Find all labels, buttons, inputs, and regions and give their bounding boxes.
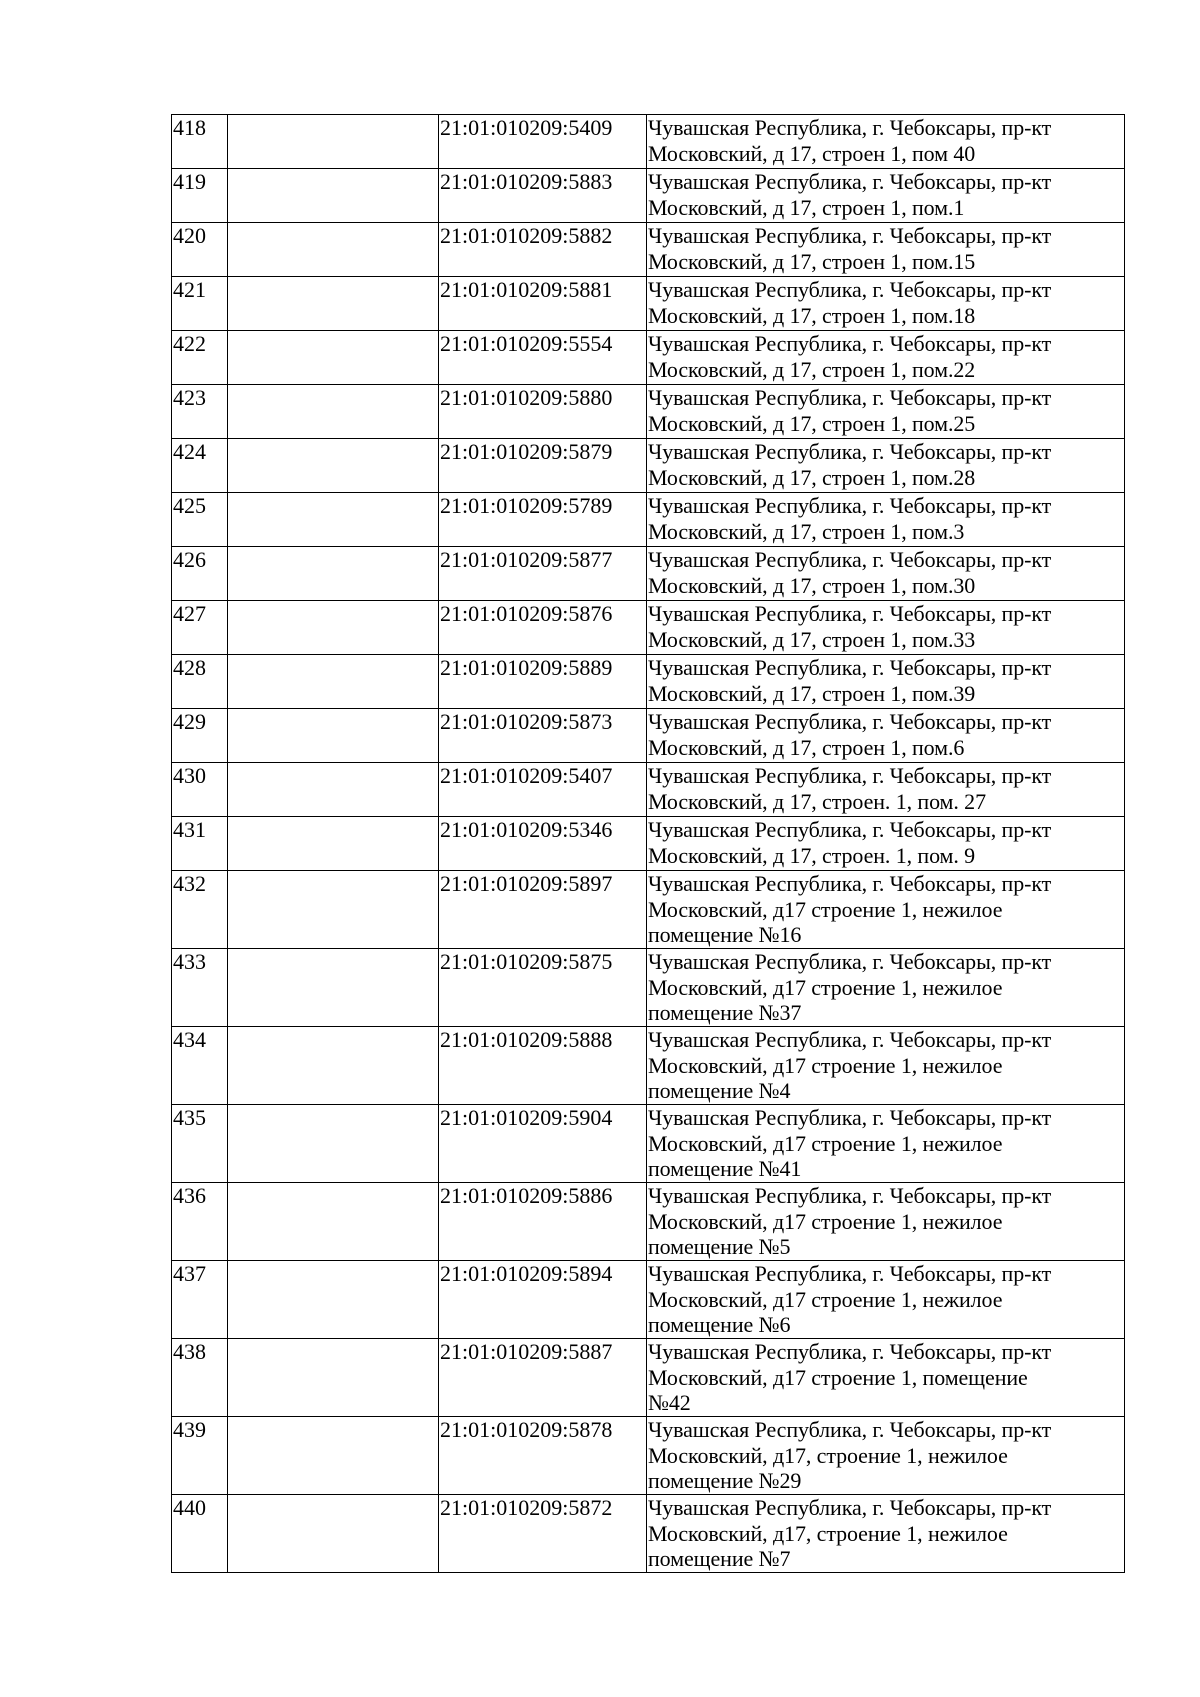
row-number-cell: 426 bbox=[172, 547, 228, 601]
cadastral-number-cell: 21:01:010209:5882 bbox=[439, 223, 647, 277]
table-row bbox=[172, 439, 1125, 493]
address-cell: Чувашская Республика, г. Чебоксары, пр-кт Московский, д 17, строен 1, пом.39 bbox=[647, 655, 1125, 709]
table-row bbox=[172, 949, 1125, 1027]
address-cell: Чувашская Республика, г. Чебоксары, пр-кт Московский, д 17, строен 1, пом.33 bbox=[647, 601, 1125, 655]
cadastral-number-cell: 21:01:010209:5876 bbox=[439, 601, 647, 655]
address-cell: Чувашская Республика, г. Чебоксары, пр-кт Московский, д 17, строен 1, пом.1 bbox=[647, 169, 1125, 223]
address-cell: Чувашская Республика, г. Чебоксары, пр-кт Московский, д 17, строен. 1, пом. 9 bbox=[647, 817, 1125, 871]
address-cell: Чувашская Республика, г. Чебоксары, пр-кт Московский, д 17, строен 1, пом.25 bbox=[647, 385, 1125, 439]
cadastral-number-cell: 21:01:010209:5889 bbox=[439, 655, 647, 709]
row-number-cell: 438 bbox=[172, 1339, 228, 1417]
empty-cell bbox=[228, 871, 439, 949]
empty-cell bbox=[228, 223, 439, 277]
empty-cell bbox=[228, 1261, 439, 1339]
table-row bbox=[172, 817, 1125, 871]
row-number-cell: 419 bbox=[172, 169, 228, 223]
row-number-cell: 436 bbox=[172, 1183, 228, 1261]
row-number-cell: 425 bbox=[172, 493, 228, 547]
row-number-cell: 423 bbox=[172, 385, 228, 439]
cadastral-number-cell: 21:01:010209:5407 bbox=[439, 763, 647, 817]
cadastral-number-cell: 21:01:010209:5873 bbox=[439, 709, 647, 763]
table-row bbox=[172, 115, 1125, 169]
table-row bbox=[172, 763, 1125, 817]
address-cell: Чувашская Республика, г. Чебоксары, пр-кт Московский, д17 строение 1, нежилое помещение №37 bbox=[647, 949, 1125, 1027]
cadastral-number-cell: 21:01:010209:5878 bbox=[439, 1417, 647, 1495]
table-row bbox=[172, 169, 1125, 223]
table-row bbox=[172, 601, 1125, 655]
empty-cell bbox=[228, 1105, 439, 1183]
empty-cell bbox=[228, 1183, 439, 1261]
cadastral-number-cell: 21:01:010209:5346 bbox=[439, 817, 647, 871]
cadastral-number-cell: 21:01:010209:5904 bbox=[439, 1105, 647, 1183]
table-row bbox=[172, 1495, 1125, 1573]
address-cell: Чувашская Республика, г. Чебоксары, пр-кт Московский, д 17, строен 1, пом.28 bbox=[647, 439, 1125, 493]
cadastral-number-cell: 21:01:010209:5897 bbox=[439, 871, 647, 949]
address-cell: Чувашская Республика, г. Чебоксары, пр-кт Московский, д 17, строен 1, пом.18 bbox=[647, 277, 1125, 331]
cadastral-number-cell: 21:01:010209:5554 bbox=[439, 331, 647, 385]
address-cell: Чувашская Республика, г. Чебоксары, пр-кт Московский, д 17, строен. 1, пом. 27 bbox=[647, 763, 1125, 817]
address-cell: Чувашская Республика, г. Чебоксары, пр-кт Московский, д17 строение 1, помещение №42 bbox=[647, 1339, 1125, 1417]
row-number-cell: 429 bbox=[172, 709, 228, 763]
empty-cell bbox=[228, 1417, 439, 1495]
address-cell: Чувашская Республика, г. Чебоксары, пр-кт Московский, д 17, строен 1, пом.15 bbox=[647, 223, 1125, 277]
address-cell: Чувашская Республика, г. Чебоксары, пр-кт Московский, д17, строение 1, нежилое помещение №29 bbox=[647, 1417, 1125, 1495]
cadastral-number-cell: 21:01:010209:5872 bbox=[439, 1495, 647, 1573]
cadastral-number-cell: 21:01:010209:5888 bbox=[439, 1027, 647, 1105]
table-row bbox=[172, 1261, 1125, 1339]
table-row bbox=[172, 547, 1125, 601]
address-cell: Чувашская Республика, г. Чебоксары, пр-кт Московский, д17 строение 1, нежилое помещение №41 bbox=[647, 1105, 1125, 1183]
address-cell: Чувашская Республика, г. Чебоксары, пр-кт Московский, д 17, строен 1, пом.30 bbox=[647, 547, 1125, 601]
address-cell: Чувашская Республика, г. Чебоксары, пр-кт Московский, д 17, строен 1, пом.22 bbox=[647, 331, 1125, 385]
empty-cell bbox=[228, 277, 439, 331]
address-cell: Чувашская Республика, г. Чебоксары, пр-кт Московский, д 17, строен 1, пом 40 bbox=[647, 115, 1125, 169]
table-row bbox=[172, 1183, 1125, 1261]
cadastral-number-cell: 21:01:010209:5875 bbox=[439, 949, 647, 1027]
row-number-cell: 440 bbox=[172, 1495, 228, 1573]
table-row bbox=[172, 223, 1125, 277]
row-number-cell: 431 bbox=[172, 817, 228, 871]
empty-cell bbox=[228, 1495, 439, 1573]
row-number-cell: 434 bbox=[172, 1027, 228, 1105]
cadastral-number-cell: 21:01:010209:5883 bbox=[439, 169, 647, 223]
cadastral-number-cell: 21:01:010209:5886 bbox=[439, 1183, 647, 1261]
table-row bbox=[172, 1105, 1125, 1183]
empty-cell bbox=[228, 439, 439, 493]
address-cell: Чувашская Республика, г. Чебоксары, пр-кт Московский, д17 строение 1, нежилое помещение №5 bbox=[647, 1183, 1125, 1261]
table-row bbox=[172, 385, 1125, 439]
cadastral-number-cell: 21:01:010209:5881 bbox=[439, 277, 647, 331]
cadastral-number-cell: 21:01:010209:5409 bbox=[439, 115, 647, 169]
empty-cell bbox=[228, 385, 439, 439]
property-table bbox=[171, 114, 1125, 1573]
table-row bbox=[172, 1027, 1125, 1105]
cadastral-number-cell: 21:01:010209:5887 bbox=[439, 1339, 647, 1417]
table-row bbox=[172, 493, 1125, 547]
empty-cell bbox=[228, 1027, 439, 1105]
table-row bbox=[172, 871, 1125, 949]
address-cell: Чувашская Республика, г. Чебоксары, пр-кт Московский, д 17, строен 1, пом.6 bbox=[647, 709, 1125, 763]
cadastral-number-cell: 21:01:010209:5894 bbox=[439, 1261, 647, 1339]
cadastral-number-cell: 21:01:010209:5880 bbox=[439, 385, 647, 439]
row-number-cell: 424 bbox=[172, 439, 228, 493]
row-number-cell: 428 bbox=[172, 655, 228, 709]
empty-cell bbox=[228, 655, 439, 709]
table-row bbox=[172, 331, 1125, 385]
empty-cell bbox=[228, 763, 439, 817]
empty-cell bbox=[228, 949, 439, 1027]
table-row bbox=[172, 709, 1125, 763]
row-number-cell: 418 bbox=[172, 115, 228, 169]
empty-cell bbox=[228, 493, 439, 547]
row-number-cell: 420 bbox=[172, 223, 228, 277]
table-body bbox=[172, 115, 1125, 1573]
table-row bbox=[172, 1417, 1125, 1495]
empty-cell bbox=[228, 169, 439, 223]
row-number-cell: 432 bbox=[172, 871, 228, 949]
table-row bbox=[172, 277, 1125, 331]
cadastral-number-cell: 21:01:010209:5877 bbox=[439, 547, 647, 601]
row-number-cell: 439 bbox=[172, 1417, 228, 1495]
empty-cell bbox=[228, 331, 439, 385]
address-cell: Чувашская Республика, г. Чебоксары, пр-кт Московский, д 17, строен 1, пом.3 bbox=[647, 493, 1125, 547]
empty-cell bbox=[228, 547, 439, 601]
row-number-cell: 422 bbox=[172, 331, 228, 385]
empty-cell bbox=[228, 817, 439, 871]
row-number-cell: 433 bbox=[172, 949, 228, 1027]
cadastral-number-cell: 21:01:010209:5789 bbox=[439, 493, 647, 547]
address-cell: Чувашская Республика, г. Чебоксары, пр-кт Московский, д17 строение 1, нежилое помещение №6 bbox=[647, 1261, 1125, 1339]
empty-cell bbox=[228, 1339, 439, 1417]
empty-cell bbox=[228, 709, 439, 763]
empty-cell bbox=[228, 115, 439, 169]
address-cell: Чувашская Республика, г. Чебоксары, пр-кт Московский, д17 строение 1, нежилое помещение №16 bbox=[647, 871, 1125, 949]
row-number-cell: 427 bbox=[172, 601, 228, 655]
empty-cell bbox=[228, 601, 439, 655]
table-row bbox=[172, 655, 1125, 709]
address-cell: Чувашская Республика, г. Чебоксары, пр-кт Московский, д17, строение 1, нежилое помещение №7 bbox=[647, 1495, 1125, 1573]
row-number-cell: 430 bbox=[172, 763, 228, 817]
table-row bbox=[172, 1339, 1125, 1417]
row-number-cell: 437 bbox=[172, 1261, 228, 1339]
address-cell: Чувашская Республика, г. Чебоксары, пр-кт Московский, д17 строение 1, нежилое помещение №4 bbox=[647, 1027, 1125, 1105]
row-number-cell: 421 bbox=[172, 277, 228, 331]
row-number-cell: 435 bbox=[172, 1105, 228, 1183]
cadastral-number-cell: 21:01:010209:5879 bbox=[439, 439, 647, 493]
